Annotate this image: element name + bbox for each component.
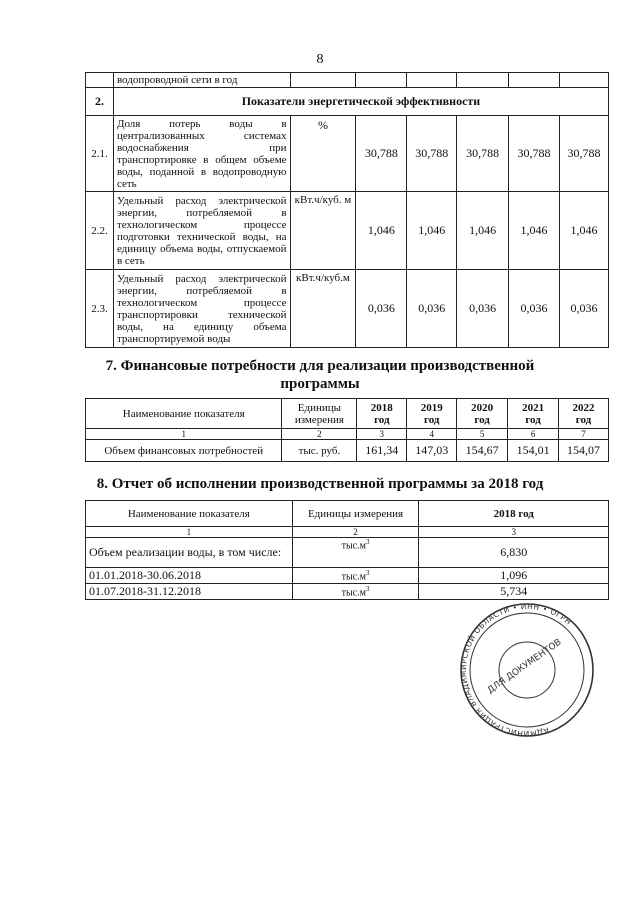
row-value: 1,046 [509,192,560,270]
row-value: 30,788 [407,116,457,192]
row-value: 1,046 [356,192,407,270]
row-value: 1,046 [407,192,457,270]
row-unit: тыс. руб. [282,440,357,462]
svg-text:АДМИНИСТРАЦИЯ ВЛАДИМИРСКОЙ ОБЛ: АДМИНИСТРАЦИЯ ВЛАДИМИРСКОЙ ОБЛАСТИ • ИНН • ОГРН [458,601,574,739]
row-value: 154,01 [508,440,559,462]
col-header-name: Наименование показателя [86,399,282,429]
col-header-year: 2018 год [357,399,407,429]
section-title: Показатели энергетической эффективности [113,88,608,116]
table-row [86,270,609,348]
row-name: 01.07.2018-31.12.2018 [86,584,293,600]
table-row [86,584,609,600]
program-report-table [85,500,609,600]
row-value: 5,734 [419,584,609,600]
row-number: 2.2. [86,192,114,270]
row-number: 2.1. [86,116,114,192]
col-header-unit: Единицы измерения [292,501,419,527]
col-header-name: Наименование показателя [86,501,293,527]
row-value: 30,788 [356,116,407,192]
row-description: Удельный расход электрической энергии, потребляемой в технологическом процессе подготовки технической воды, на единицу объема воды, отпускаемой в сеть [113,192,290,270]
row-value: 0,036 [509,270,560,348]
row-value: 154,07 [559,440,609,462]
row-value: 0,036 [356,270,407,348]
col-number: 3 [357,429,407,440]
row-unit: кВт.ч/куб. м [290,192,356,270]
table-row [86,568,609,584]
col-header-year: 2021 год [508,399,559,429]
col-header-year: 2019 год [407,399,457,429]
row-value: 0,036 [457,270,509,348]
col-number: 6 [508,429,559,440]
row-unit: $тыс.м^3$ [292,584,419,600]
row-unit: $тыс.м^3$ [292,568,419,584]
col-header-year: 2018 год [419,501,609,527]
row-value: 0,036 [407,270,457,348]
row-value: 6,830 [419,538,609,568]
table-row [86,116,609,192]
row-value: 30,788 [560,116,609,192]
row-value: 30,788 [457,116,509,192]
financial-needs-table [85,398,609,462]
col-header-year: 2020 год [457,399,508,429]
table-row [86,192,609,270]
page-number: 8 [316,52,324,67]
row-description: Удельный расход электрической энергии, потребляемой в технологическом процессе транспортировки технической воды, на единицу объема транспортируемой воды [113,270,290,348]
row-value: 0,036 [560,270,609,348]
row-name: 01.01.2018-30.06.2018 [86,568,293,584]
row-description: Доля потерь воды в централизованных системах водоснабжения при транспортировке в общем объеме воды, поданной в водопроводную сеть [113,116,290,192]
row-value: 1,046 [457,192,509,270]
prev-row-tail: водопроводной сети в год [113,73,290,88]
col-number: 5 [457,429,508,440]
col-number: 1 [86,429,282,440]
row-value: 147,03 [407,440,457,462]
section7-title: 7. Финансовые потребности для реализации производственной программы [105,358,535,392]
row-name: Объем реализации воды, в том числе: [86,538,293,568]
col-header-year: 2022 год [559,399,609,429]
table-row [86,538,609,568]
svg-text:ДЛЯ ДОКУМЕНТОВ: ДЛЯ ДОКУМЕНТОВ [485,637,564,697]
row-value: 30,788 [509,116,560,192]
row-unit: $тыс.м^3$ [292,538,419,568]
section8-title: 8. Отчет об исполнении производственной программы за 2018 год [96,476,544,492]
table-row [86,440,609,462]
official-stamp [457,600,597,740]
row-unit: % [290,116,356,192]
row-value: 1,096 [419,568,609,584]
col-header-unit: Единицы измерения [282,399,357,429]
row-unit: кВт.ч/куб.м [290,270,356,348]
col-number: 2 [282,429,357,440]
col-number: 7 [559,429,609,440]
section-number: 2. [86,88,114,116]
row-value: 154,67 [457,440,508,462]
col-number: 3 [419,527,609,538]
row-number: 2.3. [86,270,114,348]
cell [86,73,114,88]
energy-efficiency-table [85,72,609,348]
row-value: 161,34 [357,440,407,462]
row-name: Объем финансовых потребностей [86,440,282,462]
row-value: 1,046 [560,192,609,270]
col-number: 4 [407,429,457,440]
col-number: 1 [86,527,293,538]
col-number: 2 [292,527,419,538]
